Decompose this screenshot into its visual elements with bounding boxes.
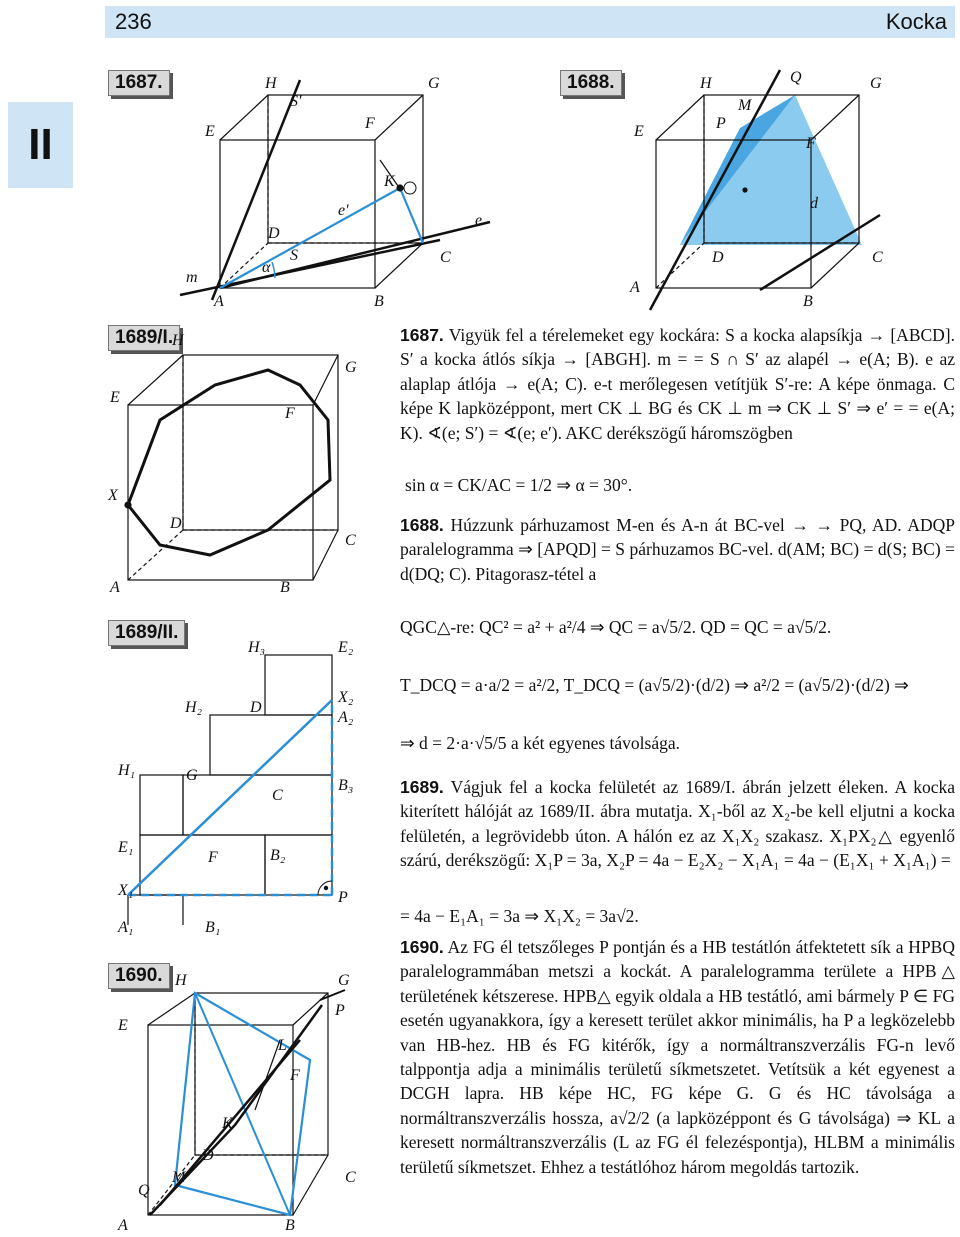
- fig1688-B: B: [803, 293, 813, 310]
- fig1689ii-E1: E₁: [118, 839, 134, 856]
- fig1687-m: m: [186, 269, 198, 286]
- line-m: [180, 240, 440, 295]
- fig1690-C: C: [345, 1169, 356, 1186]
- problem-number-1689: 1689.: [400, 777, 444, 797]
- fig1688-A: A: [630, 279, 640, 296]
- fig1687-F: F: [365, 115, 375, 132]
- fig1689i-F: F: [285, 405, 295, 422]
- problem-number-1690: 1690.: [400, 937, 444, 957]
- fig1689ii-G: G: [186, 767, 198, 784]
- label-1689-i: 1689/I.: [108, 325, 180, 351]
- figure-1689-ii: [128, 655, 332, 925]
- fig1689ii-F: F: [208, 849, 218, 866]
- fig1689ii-X1: X₁: [118, 882, 134, 899]
- fig1690-P: P: [335, 1002, 345, 1019]
- fig1687-D: D: [268, 225, 280, 242]
- fig1689i-D: D: [170, 515, 182, 532]
- fig1690-G: G: [338, 972, 350, 989]
- label-1687: 1687.: [108, 70, 170, 96]
- fig1687-alpha: α: [262, 259, 271, 276]
- fig1690-L: L: [278, 1037, 287, 1054]
- chapter-title: Kocka: [885, 9, 947, 34]
- fig1689ii-C: C: [272, 787, 283, 804]
- fig1689ii-H3: H₃: [248, 639, 266, 656]
- fig1689ii-E2: E₂: [338, 639, 354, 656]
- label-1690: 1690.: [108, 963, 170, 989]
- problem-number-1687: 1687.: [400, 325, 444, 345]
- label-1688: 1688.: [560, 70, 622, 96]
- fig1689ii-H2: H₂: [185, 699, 203, 716]
- formula-1688-a: QGC△-re: QC² = a² + a²/4 ⇒ QC = a√5/2. QD = QC = a√5/2.: [400, 617, 832, 637]
- fig1690-M: M: [172, 1169, 186, 1186]
- fig1689ii-H1: H₁: [118, 762, 136, 779]
- solution-1689: [400, 775, 955, 873]
- fig1690-F: F: [290, 1067, 300, 1084]
- fig1688-d: d: [810, 195, 818, 212]
- fig1689ii-B2: B₂: [270, 847, 286, 864]
- formula-1688-b: T_DCQ = a·a/2 = a²/2, T_DCQ = (a√5/2)·(d/2) ⇒ a²/2 = (a√5/2)·(d/2) ⇒: [400, 675, 909, 695]
- formula-1688-c: ⇒ d = 2·a·√5/5 a két egyenes távolsága.: [400, 733, 681, 753]
- fig1689ii-P: P: [338, 889, 348, 906]
- label-1689-ii: 1689/II.: [108, 620, 185, 646]
- fig1687-A: A: [214, 293, 224, 310]
- fig1689ii-X2: X₂: [338, 689, 354, 706]
- fig1687-C: C: [440, 249, 451, 266]
- fig1687-G: G: [428, 75, 440, 92]
- fig1688-Q: Q: [790, 69, 802, 86]
- figure-1688: [650, 70, 880, 310]
- fig1689ii-A1: A₁: [118, 919, 134, 936]
- fig1687-E: E: [205, 123, 215, 140]
- fig1688-F: F: [806, 135, 816, 152]
- fig1690-A: A: [118, 1217, 128, 1234]
- fig1689i-H: H: [172, 332, 184, 349]
- fig1689i-E: E: [110, 389, 120, 406]
- figure-1687-labels: [186, 75, 482, 310]
- fig1687-S-prime: S′: [290, 93, 302, 110]
- solution-1688-text: Húzzunk párhuzamost M-en és A-n át BC-vel → → PQ, AD. ADQP paralelogramma ⇒ [APQD] = S párhuzamos BC-vel. d(AM; BC) = d(S; BC) = d(DQ; C). Pitagorasz-tétel a: [400, 515, 955, 584]
- fig1690-K: K: [222, 1115, 233, 1132]
- fig1688-P: P: [716, 115, 726, 132]
- fig1689ii-D: D: [250, 699, 262, 716]
- fig1689ii-A2: A₂: [338, 709, 354, 726]
- solution-1690: [400, 935, 955, 1179]
- fig1689i-G: G: [345, 359, 357, 376]
- fig1689ii-B3: B₃: [338, 777, 354, 794]
- fig1690-E: E: [118, 1017, 128, 1034]
- formula-1687: sin α = CK/AC = 1/2 ⇒ α = 30°.: [405, 475, 633, 495]
- fig1687-K: K: [384, 173, 395, 190]
- fig1690-D: D: [202, 1147, 214, 1164]
- figure-1689-i: [125, 355, 338, 580]
- fig1687-H: H: [265, 75, 277, 92]
- figure-1687: [180, 80, 490, 300]
- fig1688-D: D: [712, 249, 724, 266]
- fig1687-B: B: [374, 293, 384, 310]
- fig1688-H: H: [700, 75, 712, 92]
- solution-1690-text: Az FG él tetszőleges P pontján és a HB testátlón átfektetett sík a HPBQ paralelogrammában metszi a kockát. A paralelogramma területe a HPB△ területének kétszerese. HPB△ egyik oldala a HB testátló, ami bármely P ∈ FG esetén ugyanakkora, így a keresett terület akkor minimális, ha P a legközelebb van HB-hez. HB és FG kitérők, így a normáltranszverzális FG-n levő talppontja adja a minimális területű síkmetszetet. Vetítsük a két egyenest a DCGH lapra. HB képe HC, FG képe G. G és HC távolsága a normáltranszverzális hossza, a√2/2 (a lapközéppont és G távolsága) ⇒ KL a keresett normáltranszverzális (L az FG él felezéspontja), HLBM a minimális területű síkmetszet. Ehhez a testátlóhoz három megoldás tartozik.: [400, 937, 955, 1177]
- fig1688-M: M: [738, 97, 752, 114]
- fig1690-Q: Q: [138, 1182, 150, 1199]
- fig1687-S: S: [290, 247, 298, 264]
- fig1688-C: C: [872, 249, 883, 266]
- side-tab: II: [8, 102, 73, 188]
- solution-1689-text: Vágjuk fel a kocka felületét az 1689/I. ábrán jelzett éleken. A kocka kiterített hálóját az 1689/II. ábra mutatja. X₁-ből az X₂-be kell eljutni a kocka felületén, a legrövidebb úton. A hálón ez az X₁X₂ szakasz. X₁PX₂△ egyenlő szárú, derékszögű: X₁P = 3a, X₂P = 4a − E₂X₂ − X₁A₁ = 4a − (E₁X₁ + X₁A₁) =: [400, 777, 955, 871]
- figure-1690-labels: [117, 972, 356, 1234]
- formula-1689: = 4a − E₁A₁ = 3a ⇒ X₁X₂ = 3a√2.: [400, 906, 639, 926]
- fig1687-e: e: [475, 212, 483, 229]
- problem-number-1688: 1688.: [400, 515, 444, 535]
- fig1689i-X: X: [108, 487, 118, 504]
- fig1688-E: E: [634, 123, 644, 140]
- fig1687-e-prime: e′: [338, 202, 349, 219]
- solution-1687-text: Vigyük fel a térelemeket egy kockára: S a kocka alapsíkja → [ABCD]. S′ a kocka átlós síkja → [ABGH]. m = = S ∩ S′ az alapél → e(A; B). e az alaplap átlója → e(A; C). e-t merőlegesen vetítjük S′-re: A képe önmaga. C képe K lapközéppont, mert CK ⊥ BG és CK ⊥ m ⇒ CK ⊥ S′ ⇒ e′ = = e(A; K). ∢(e; S′) = ∢(e; e′). AKC derékszögű háromszögben: [400, 325, 956, 443]
- line-e-prime: [220, 188, 400, 288]
- fig1689ii-B1: B₁: [205, 919, 221, 936]
- line-X1-X2: [128, 700, 332, 895]
- solution-1687: [400, 323, 955, 445]
- fig1690-H: H: [175, 972, 187, 989]
- fig1689i-B: B: [280, 579, 290, 596]
- fig1690-B: B: [285, 1217, 295, 1234]
- fig1689i-C: C: [345, 532, 356, 549]
- page-number: 236: [115, 9, 152, 34]
- fig1688-G: G: [870, 75, 882, 92]
- solution-1688: [400, 513, 955, 586]
- fig1689i-A: A: [110, 579, 120, 596]
